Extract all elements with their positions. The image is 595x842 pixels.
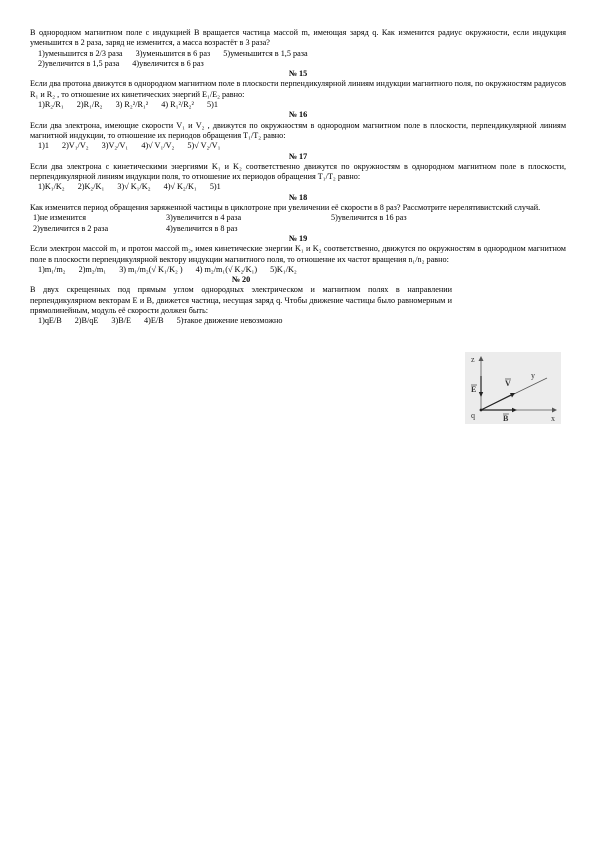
q18-option-1: 1)не изменится xyxy=(33,213,87,223)
q15-option-5: 5)1 xyxy=(207,100,218,110)
q18-option-4: 4)увеличится в 8 раз xyxy=(166,223,238,233)
q16-option-1: 1)1 xyxy=(38,141,49,151)
x-axis-label: x xyxy=(551,414,555,423)
q15-option-3: 3) R₂²/R₁² xyxy=(115,100,149,110)
q19-text: Если электрон массой m₁ и протон массой m₂, имея кинетические энергии K₁ и K₂ соответственно, движутся по окружностям в однородном магнитном поле в плоскости перпендикулярной вектору индукции магнитного поля, то отношение их частот вращения n₁/n₂ равно: xyxy=(30,244,566,264)
q16-option-3: 3)V₂/V₁ xyxy=(101,141,129,151)
q14-option-4: 4)увеличится в 6 раз xyxy=(132,58,204,68)
q19-options xyxy=(30,265,566,275)
q16-option-2: 2)V₁/V₂ xyxy=(61,141,89,151)
v-vector-label: V xyxy=(505,379,511,388)
q17-option-2: 2)K₂/K₁ xyxy=(77,182,105,192)
q17-number: № 17 xyxy=(288,151,308,161)
charge-point xyxy=(480,409,483,412)
q20-number: № 20 xyxy=(231,275,251,285)
q18-number: № 18 xyxy=(288,192,308,202)
q15-number: № 15 xyxy=(288,69,308,79)
q18-option-3: 3)увеличится в 4 раза xyxy=(166,213,242,223)
content xyxy=(30,28,566,327)
q15-options xyxy=(30,100,566,110)
q16-options xyxy=(30,141,566,151)
q16-text: Если два электрона, имеющие скорости V₁ и V₂ , движутся по окружностям в однородном магнитном поле в плоскости, перпендикулярной линиям магнитной индукции, то отношение их периодов обращения T₁/T₂ равно: xyxy=(30,120,566,140)
q15-text: Если два протона движутся в однородном магнитном поле в плоскости перпендикулярной линиям индукции магнитного поля, по окружностям радиусов R₁ и R₂ , то отношение их кинетических энергий E₁/E₂ равно: xyxy=(30,79,566,99)
q19-option-5: 5)K₁/K₂ xyxy=(270,264,297,274)
q19-number: № 19 xyxy=(288,233,308,243)
v-vector xyxy=(481,394,513,410)
b-vector-label: B xyxy=(503,414,509,423)
q18-option-2: 2)увеличится в 2 раза xyxy=(33,223,109,233)
z-axis-label: z xyxy=(471,355,475,364)
q15-option-1: 1)R₂/R₁ xyxy=(38,100,64,110)
q17-text: Если два электрона с кинетическими энергиями K₁ и K₂ соответственно движутся по окружностям в однородном магнитном поле в плоскости, перпендикулярной линиям индукции поля, то отношение их периодов обращения T₁/T₂ равно: xyxy=(30,161,566,182)
e-vector-arrow xyxy=(479,392,483,397)
q20-option-4: 4)E/B xyxy=(144,316,164,326)
e-vector-label: E xyxy=(471,385,477,394)
q17-option-5: 5)1 xyxy=(209,182,221,192)
q20-option-3: 3)B/E xyxy=(111,316,131,326)
q14-options-row2 xyxy=(30,59,566,69)
q18-options-row1 xyxy=(30,213,566,223)
y-axis-label: y xyxy=(531,371,535,380)
q19-option-2: 2)m₂/m₁ xyxy=(78,264,107,274)
x-axis-arrow xyxy=(552,408,557,413)
q18-text: Как изменится период обращения заряженной частицы в циклотроне при увеличении её скорости в 8 раз? Рассмотрите нерелятивистский случай. xyxy=(30,203,541,213)
q20-option-1: 1)qE/B xyxy=(38,316,62,326)
charge-label: q xyxy=(471,411,475,420)
q15-option-4: 4) R₁²/R₂² xyxy=(161,100,194,110)
q16-option-4: 4)√ V₁/V₂ xyxy=(141,141,175,151)
vector-diagram xyxy=(465,352,561,424)
q14-option-1: 1)уменьшится в 2/3 раза xyxy=(38,48,123,58)
q16-number: № 16 xyxy=(288,110,308,120)
q18-options-row2 xyxy=(30,224,566,234)
q17-option-4: 4)√ K₂/K₁ xyxy=(163,182,197,192)
q14-option-2: 2)увеличится в 1,5 раза xyxy=(38,58,120,68)
q17-option-3: 3)√ K₁/K₂ xyxy=(117,182,151,192)
q14-options-row1 xyxy=(30,49,566,59)
q16-option-5: 5)√ V₂/V₁ xyxy=(187,141,221,151)
q19-option-3: 3) m₁/m₂(√ K₁/K₂ ) xyxy=(119,264,183,274)
q14-option-5: 5)уменьшится в 1,5 раза xyxy=(223,48,308,58)
q17-options xyxy=(30,182,566,192)
q19-option-4: 4) m₂/m₁(√ K₂/K₁) xyxy=(195,264,258,274)
q20-option-2: 2)B/qE xyxy=(74,316,99,326)
b-vector-arrow xyxy=(512,408,517,412)
q20-options xyxy=(30,316,452,326)
q17-option-1: 1)K₁/K₂ xyxy=(38,182,65,192)
q14-text: В однородном магнитном поле с индукцией B вращается частица массой m, имеющая заряд q. Как изменится радиус окружности, если индукция уменьшится в 2 раза, заряд не изменится, а масса возрастёт в 3 раза? xyxy=(30,28,566,48)
q15-option-2: 2)R₁/R₂ xyxy=(76,100,103,110)
q20-option-5: 5)такое движение невозможно xyxy=(176,316,283,326)
q14-option-3: 3)уменьшится в 6 раз xyxy=(135,48,211,58)
q19-option-1: 1)m₁/m₂ xyxy=(38,264,66,274)
q18-option-5: 5)увеличится в 16 раз xyxy=(331,213,407,223)
z-axis-arrow xyxy=(479,356,484,361)
q20-text: В двух скрещенных под прямым углом однородных электрическом и магнитном полях в направлении перпендикулярном векторам E и B, движется частица, несущая заряд q. Чтобы движение частицы было равномерным и прямолинейным, модуль её скорости должен быть: xyxy=(30,285,452,316)
